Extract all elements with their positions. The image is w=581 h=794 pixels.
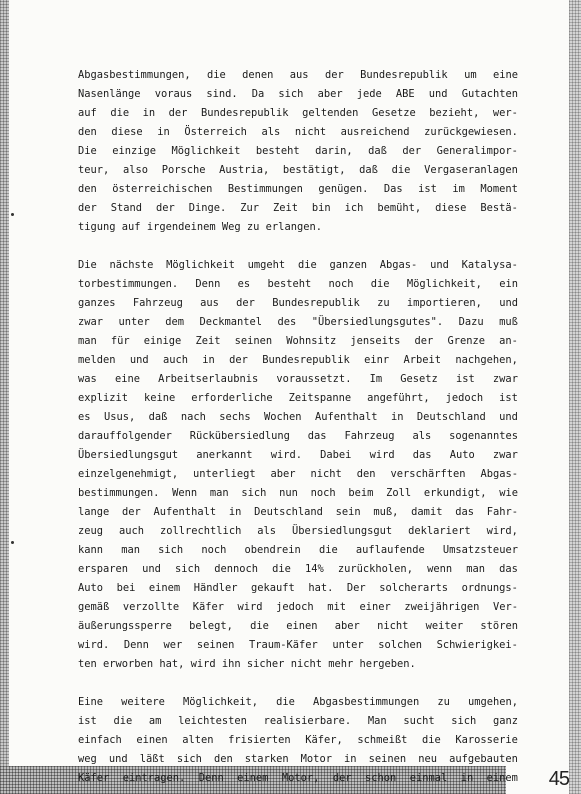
text-line: Die nächste Möglichkeit umgeht die ganzen Abgas- und Katalysa- (78, 259, 518, 271)
paragraph (78, 693, 518, 788)
text-line: es Usus, daß nach sechs Wochen Aufenthalt in Deutschland und (78, 411, 518, 423)
text-line: Die einzige Möglichkeit besteht darin, daß der Generalimpor- (78, 145, 518, 157)
text-line: einzelgenehmigt, unterliegt aber nicht den verschärften Abgas- (78, 468, 518, 480)
text-line: Käfer eintragen. Denn einem Motor, der schon einmal in einem (78, 772, 518, 784)
text-line: Nasenlänge voraus sind. Da sich aber jede ABE und Gutachten (78, 88, 518, 100)
text-line: ersparen und sich dennoch die 14% zurückholen, wenn man das (78, 563, 518, 575)
scan-edge-left (0, 0, 9, 794)
text-line: teur, also Porsche Austria, bestätigt, daß die Vergaseranlagen (78, 164, 518, 176)
text-line: den österreichischen Bestimmungen genügen. Das ist im Moment (78, 183, 518, 195)
margin-dot (11, 213, 14, 216)
text-line: weg und läßt sich den starken Motor in seinen neu aufgebauten (78, 753, 518, 765)
text-line: den diese in Österreich als nicht ausreichend zurückgewiesen. (78, 126, 518, 138)
text-line: was eine Arbeitserlaubnis voraussetzt. Im Gesetz ist zwar (78, 373, 518, 385)
text-line: bestimmungen. Wenn man sich nun noch beim Zoll erkundigt, wie (78, 487, 518, 499)
text-line: Abgasbestimmungen, die denen aus der Bundesrepublik um eine (78, 69, 518, 81)
paragraph-gap (78, 237, 518, 256)
text-line: wird. Denn wer seinen Traum-Käfer unter solchen Schwierigkei- (78, 639, 518, 651)
text-line: ganzes Fahrzeug aus der Bundesrepublik zu importieren, und (78, 297, 518, 309)
text-line: ist die am leichtesten realisierbare. Man sucht sich ganz (78, 715, 518, 727)
margin-dot (11, 541, 14, 544)
text-line: lange der Aufenthalt in Deutschland sein muß, damit das Fahr- (78, 506, 518, 518)
text-line: ten erworben hat, wird ihn sicher nicht mehr hergeben. (78, 658, 416, 670)
text-line: zwar unter dem Deckmantel des "Übersiedlungsgutes". Dazu muß (78, 316, 518, 328)
text-line: man für einige Zeit seinen Wohnsitz jenseits der Grenze an- (78, 335, 518, 347)
text-line: zeug auch zollrechtlich als Übersiedlungsgut deklariert wird, (78, 525, 518, 537)
text-line: melden und auch in der Bundesrepublik einr Arbeit nachgehen, (78, 354, 518, 366)
body-text (78, 66, 518, 788)
text-line: Auto bei einem Händler gekauft hat. Der solcherarts ordnungs- (78, 582, 518, 594)
text-line: einfach einen alten frisierten Käfer, schmeißt die Karosserie (78, 734, 518, 746)
scan-edge-right (569, 0, 581, 794)
text-line: auf die in der Bundesrepublik geltenden Gesetze bezieht, wer- (78, 107, 518, 119)
text-line: tigung auf irgendeinem Weg zu erlangen. (78, 221, 322, 233)
text-line: kann man sich noch obendrein die auflaufende Umsatzsteuer (78, 544, 518, 556)
text-line: äußerungssperre belegt, die einen aber nicht weiter stören (78, 620, 518, 632)
text-line: gemäß verzollte Käfer wird jedoch mit einer zweijährigen Ver- (78, 601, 518, 613)
paragraph (78, 66, 518, 237)
text-line: darauffolgender Rückübersiedlung das Fahrzeug als sogenanntes (78, 430, 518, 442)
paragraph-gap (78, 674, 518, 693)
text-line: torbestimmungen. Denn es besteht noch die Möglichkeit, ein (78, 278, 518, 290)
text-line: Eine weitere Möglichkeit, die Abgasbestimmungen zu umgehen, (78, 696, 518, 708)
text-line: Übersiedlungsgut anerkannt wird. Dabei wird das Auto zwar (78, 449, 518, 461)
page-number: 45 (548, 768, 569, 790)
text-line: der Stand der Dinge. Zur Zeit bin ich bemüht, diese Bestä- (78, 202, 518, 214)
text-line: explizit keine erforderliche Zeitspanne angeführt, jedoch ist (78, 392, 518, 404)
paragraph (78, 256, 518, 674)
